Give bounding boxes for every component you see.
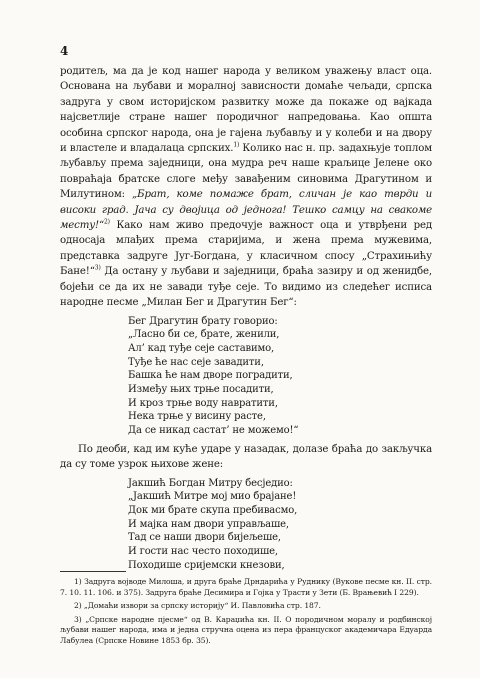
verse-line: Тад се наши двори бијељеше, bbox=[128, 532, 281, 544]
verse-block-2 bbox=[128, 477, 432, 573]
verse-line: Ал’ кад туђе сеје саставимо, bbox=[128, 342, 275, 354]
footnotes bbox=[60, 577, 432, 650]
paragraph-1-part-4: Да остану у љубави и заједници, браћа зазиру и од женидбе, бојећи се да их не завади туђе сеје. То видимо из следећег исписа народне песме „Милан Бег и Драгутин Бег“: bbox=[60, 266, 432, 309]
verse-line: Башка ће нам дворе поградити, bbox=[128, 370, 293, 382]
verse-line: „Ласно би се, брате, женили, bbox=[128, 329, 280, 341]
verse-line: И гости нас често походише, bbox=[128, 546, 278, 558]
footnote-ref-3: 3) bbox=[94, 264, 101, 272]
verse-line: Да се никад састат’ не можемо!“ bbox=[128, 425, 299, 437]
verse-line: И мајка нам двори управљаше, bbox=[128, 518, 289, 530]
footnote-ref-2: 2) bbox=[104, 218, 110, 226]
paragraph-1-part-2: Колико нас н. пр. задахњује топлом љубављу према заједници, она мудра реч наше краљице Јелене око повраћаја братске слоге међу завађеним синовима Драгутином и Милутином: bbox=[60, 143, 432, 201]
verse-line: И кроз трње воду навратити, bbox=[128, 397, 278, 409]
paragraph-1-part-3: Како нам живо предочује важност оца и утврђени ред односаја млађих према старијима, и жена према мужевима, представка задруге Југ-Богдана, у класичном спосу „Страхињићу Бане!“ bbox=[60, 220, 432, 278]
verse-line: Походише сријемски кнезови, bbox=[128, 559, 285, 571]
footnote-2: 2) „Домаћи извори за српску историју“ И. Павловића стр. 187. bbox=[74, 601, 321, 611]
footnote-1: 1) Задруга војводе Милоша, и друга браће Дрндарића у Руднику (Вукове песме кн. II. стр. 7. 10. 11. 106. и 375). Задруга браће Десимира и Гојка у Трасти у Зети (Б. Врањевић I 229). bbox=[60, 577, 432, 597]
verse-block-1 bbox=[128, 315, 432, 438]
verse-line: Нека трње у висину расте, bbox=[128, 411, 266, 423]
verse-line: Док ми брате скупа пребивасмо, bbox=[128, 505, 298, 517]
verse-line: Јакшић Богдан Митру бесједио: bbox=[128, 477, 293, 489]
paragraph-1-part-1: родитељ, ма да је код нашег народа у великом уважењу власт оца. Основана на љубави и моралној зависности домаће чељади, српска задруга у свом историјском развитку може да покаже од вајкада најсветлије стране нашег породичног напредовања. Као општа особина српског народа, она је гајена љубављу и у колеби и на двору и властеле и владалаца српских. bbox=[60, 66, 432, 155]
main-text bbox=[60, 64, 432, 577]
verse-line: Између њих трње посадити, bbox=[128, 384, 274, 396]
footnote-divider bbox=[60, 571, 126, 572]
page-number: 4 bbox=[60, 44, 69, 58]
footnote-ref-1: 1) bbox=[233, 141, 240, 149]
paragraph-2: По деоби, кад им куће ударе у назадак, долазе браћа до закључка да су томе узрок њихове жене: bbox=[60, 443, 432, 471]
footnote-3: 3) „Српске народне пјесме“ од В. Караџића кн. II. О породичном моралу и родбинској љубави нашег народа, има и једна стручна оцена из пера француског академичара Едуарда Лабулеа (Српске Новине 1853 бр. 35). bbox=[60, 614, 432, 645]
quote-queen-jelena: „Брат, коме помаже брат, сличан је као тврди и високи град. Јача су двојица од једнога! Тешко самцу на свакоме месту!“ bbox=[60, 189, 432, 232]
verse-line: „Јакшић Митре мој мио брајане! bbox=[128, 491, 297, 503]
paragraph-1 bbox=[60, 64, 432, 311]
verse-line: Бег Драгутин брату говорио: bbox=[128, 315, 278, 327]
verse-line: Туђе ће нас сеје завадити, bbox=[128, 356, 264, 368]
